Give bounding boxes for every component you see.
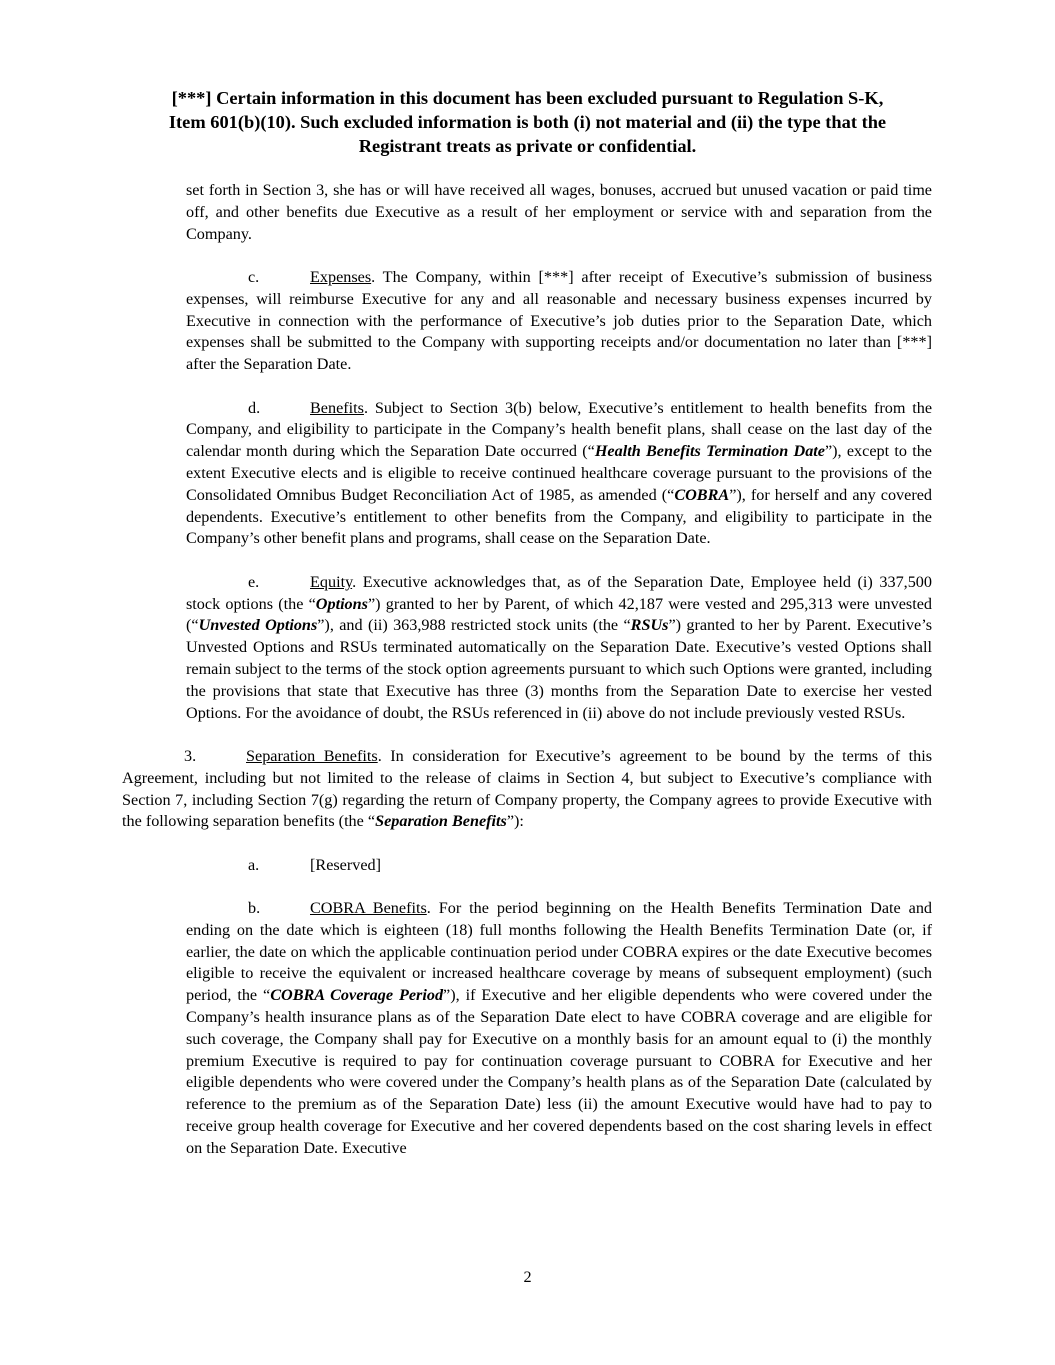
header-line-2: Item 601(b)(10). Such excluded information is both (i) not material and (ii) the type that the bbox=[168, 112, 887, 132]
section-3a-label: a. bbox=[248, 855, 260, 874]
continued-paragraph bbox=[186, 180, 932, 245]
section-3-heading: Separation Benefits bbox=[246, 746, 378, 765]
section-2d-text-3: ”), for herself and any covered dependents. Executive’s entitlement to other benefits from the Company, and eligibility to participate in the Company’s other benefit plans and programs, shall cease on the Separation Date. bbox=[186, 485, 932, 548]
header-line-3: Registrant treats as private or confidential. bbox=[358, 136, 697, 156]
defined-term-unvested-options: Unvested Options bbox=[198, 616, 318, 635]
section-3b-cobra-benefits bbox=[186, 898, 932, 1160]
section-2e-text-4: ”) granted to her by Parent. Executive’s Unvested Options and RSUs terminated automatically on the Separation Date. Executive’s vested Options shall remain subject to the terms of the stock option agreements pursuant to which such Options were granted, including the provisions that state that Executive has three (3) months from the Separation Date to exercise her vested Options. For the avoidance of doubt, the RSUs referenced in (ii) above do not include previously vested RSUs. bbox=[186, 616, 933, 722]
defined-term-options: Options bbox=[315, 594, 368, 613]
header-line-1: [***] Certain information in this document has been excluded pursuant to Regulation S-K, bbox=[171, 88, 884, 108]
section-3b-label: b. bbox=[248, 899, 261, 918]
section-2d-text-2: ”), except to the extent Executive elects and is eligible to receive continued healthcare coverage pursuant to the provisions of the Consolidated Omnibus Budget Reconciliation Act of 1985, as amended (“ bbox=[186, 442, 932, 504]
section-3b-text-1: . For the period beginning on the Health Benefits Termination Date and ending on the date which is eighteen (18) full months following the Health Benefits Termination Date (or, if earlier, the date on which the applicable continuation period under COBRA expires or the date Executive becomes eligible to receive the equivalent or increased healthcare coverage by means of subsequent employment) (such period, the “ bbox=[186, 899, 933, 1005]
section-2e-text-3: ”), and (ii) 363,988 restricted stock units (the “ bbox=[317, 616, 631, 635]
defined-term-health-benefits-termination-date: Health Benefits Termination Date bbox=[594, 442, 825, 461]
confidentiality-header bbox=[110, 86, 945, 158]
section-3-label: 3. bbox=[184, 746, 197, 765]
section-3a-reserved bbox=[186, 855, 932, 877]
section-3-text-1: . In consideration for Executive’s agreement to be bound by the terms of this Agreement, including but not limited to the release of claims in Section 4, but subject to Executive’s compliance with Section 7, including Section 7(g) regarding the return of Company property, the Company agrees to provide Executive with the following separation benefits (the “ bbox=[122, 746, 933, 831]
section-2c-text: . The Company, within [***] after receipt of Executive’s submission of business expenses, will reimburse Executive for any and all reasonable and necessary business expenses incurred by Executive in connection with the performance of Executive’s job duties prior to the Separation Date, which expenses shall be submitted to the Company with supporting receipts and/or documentation no later than [***] after the Separation Date. bbox=[186, 267, 932, 374]
continued-text: set forth in Section 3, she has or will have received all wages, bonuses, accrued but unused vacation or paid time off, and other benefits due Executive as a result of her employment or service with and separation from the Company. bbox=[186, 181, 932, 243]
section-2d-label: d. bbox=[248, 398, 261, 417]
page-number: 2 bbox=[523, 1268, 532, 1286]
section-2e-equity bbox=[186, 572, 932, 725]
section-3b-heading: COBRA Benefits bbox=[310, 899, 427, 918]
section-2e-text-2: ”) granted to her by Parent, of which 42,187 were vested and 295,313 were unvested (“ bbox=[186, 594, 932, 635]
section-2c-heading: Expenses bbox=[310, 267, 372, 286]
section-2e-label: e. bbox=[248, 572, 260, 591]
section-2e-text-1: . Executive acknowledges that, as of the Separation Date, Employee held (i) 337,500 stock options (the “ bbox=[186, 572, 932, 613]
defined-term-cobra-coverage-period: COBRA Coverage Period bbox=[270, 986, 444, 1005]
defined-term-separation-benefits: Separation Benefits bbox=[375, 812, 507, 831]
defined-term-cobra: COBRA bbox=[674, 485, 730, 504]
section-3-separation-benefits bbox=[122, 746, 932, 833]
section-2c-label: c. bbox=[248, 267, 260, 286]
section-2c-expenses bbox=[186, 267, 932, 376]
document-body bbox=[122, 180, 932, 1181]
section-2d-text-1: . Subject to Section 3(b) below, Executive’s entitlement to health benefits from the Company, and eligibility to participate in the Company’s health benefit plans, shall cease on the last day of the calendar month during which the Separation Date occurred (“ bbox=[186, 398, 932, 461]
section-2e-heading: Equity bbox=[310, 572, 353, 591]
defined-term-rsus: RSUs bbox=[630, 616, 669, 635]
section-3b-text-2: ”), if Executive and her eligible dependents who were covered under the Company’s health insurance plans as of the Separation Date elect to have COBRA coverage and are eligible for such coverage, the Company shall pay for Executive on a monthly basis for an amount equal to (i) the monthly premium Executive is required to pay for continuation coverage pursuant to COBRA for Executive and her eligible dependents who were covered under the Company’s health plans as of the Separation Date (calculated by reference to the premium as of the Separation Date) less (ii) the amount Executive would have had to pay to receive group health coverage for Executive and her covered dependents based on the cost sharing levels in effect on the Separation Date. Executive bbox=[186, 986, 932, 1157]
section-3a-text: [Reserved] bbox=[310, 855, 382, 874]
section-3-text-2: ”): bbox=[506, 812, 524, 831]
section-2d-benefits bbox=[186, 398, 932, 551]
section-2d-heading: Benefits bbox=[310, 398, 364, 417]
